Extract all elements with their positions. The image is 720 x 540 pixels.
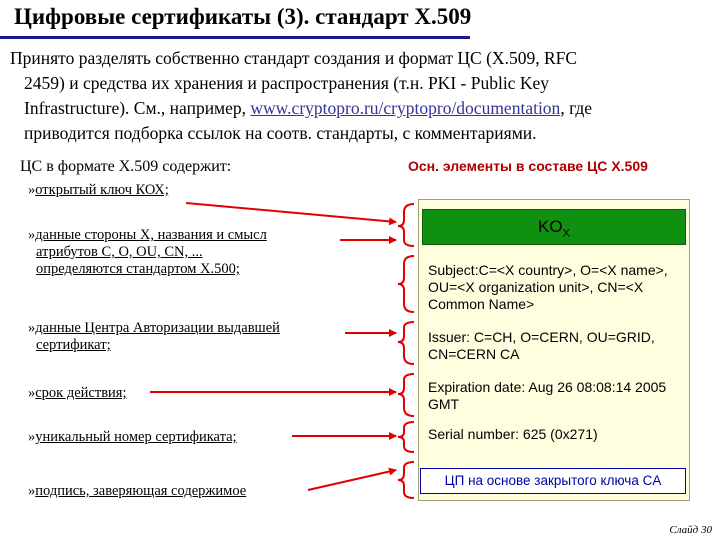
- intro-line-1: Принято разделять собственно стандарт создания и формат ЦС (X.509, RFC: [10, 48, 578, 68]
- issuer-field: Issuer: C=CH, O=CERN, OU=GRID, CN=CERN CA: [428, 329, 655, 362]
- intro-line-3-end: , где: [560, 98, 593, 118]
- intro-line-4: приводится подборка ссылок на соотв. стандарты, с комментариями.: [24, 123, 537, 143]
- bullet: »: [28, 483, 36, 499]
- brace-serial: [398, 422, 414, 452]
- item-text: подпись, заверяющая содержимое: [35, 483, 247, 499]
- arrow-public-key: [186, 203, 396, 222]
- item-text: уникальный номер сертификата;: [35, 429, 237, 445]
- subject-field: Subject:C=<X country>, O=<X name>, OU=<X organization unit>, CN=<X Common Name>: [428, 262, 668, 312]
- expiration-field: Expiration date: Aug 26 08:08:14 2005 GMT: [428, 379, 667, 412]
- brace-ko: [398, 204, 414, 246]
- signature-box: ЦП на основе закрытого ключа CA: [420, 468, 686, 494]
- brace-subject: [398, 256, 414, 312]
- brace-issuer: [398, 322, 414, 364]
- bullet: »: [28, 320, 36, 336]
- item-text-2: атрибутов C, O, OU, CN, ...: [36, 244, 203, 260]
- brace-signature: [398, 462, 414, 498]
- bullet: »: [28, 429, 36, 445]
- brace-expiration: [398, 374, 414, 416]
- bullet: »: [28, 182, 36, 198]
- item-text-1: данные стороны X, названия и смысл: [35, 227, 267, 243]
- item-text-3: определяются стандартом X.500;: [36, 261, 240, 277]
- arrow-signature: [308, 470, 396, 490]
- intro-line-3-text: Infrastructure). См., например,: [24, 98, 251, 118]
- item-text: открытый ключ КОХ;: [35, 182, 169, 198]
- intro-line-2: 2459) и средства их хранения и распространения (т.н. PKI - Public Key: [24, 73, 549, 93]
- left-heading: ЦС в формате X.509 содержит:: [20, 158, 232, 175]
- ko-label: KO: [538, 217, 563, 236]
- bullet: »: [28, 227, 36, 243]
- bullet: »: [28, 385, 36, 401]
- documentation-link[interactable]: www.cryptopro.ru/cryptopro/documentation: [250, 98, 561, 118]
- slide-title: Цифровые сертификаты (3). стандарт X.509: [14, 4, 472, 29]
- item-text-1: данные Центра Авторизации выдавшей: [35, 320, 280, 336]
- slide-number: Слайд 30: [669, 524, 712, 536]
- item-text-2: сертификат;: [36, 337, 111, 353]
- ko-subscript: X: [562, 227, 570, 240]
- serial-field: Serial number: 625 (0x271): [428, 426, 598, 442]
- right-heading: Осн. элементы в составе ЦС X.509: [408, 158, 648, 174]
- item-text: срок действия;: [35, 385, 127, 401]
